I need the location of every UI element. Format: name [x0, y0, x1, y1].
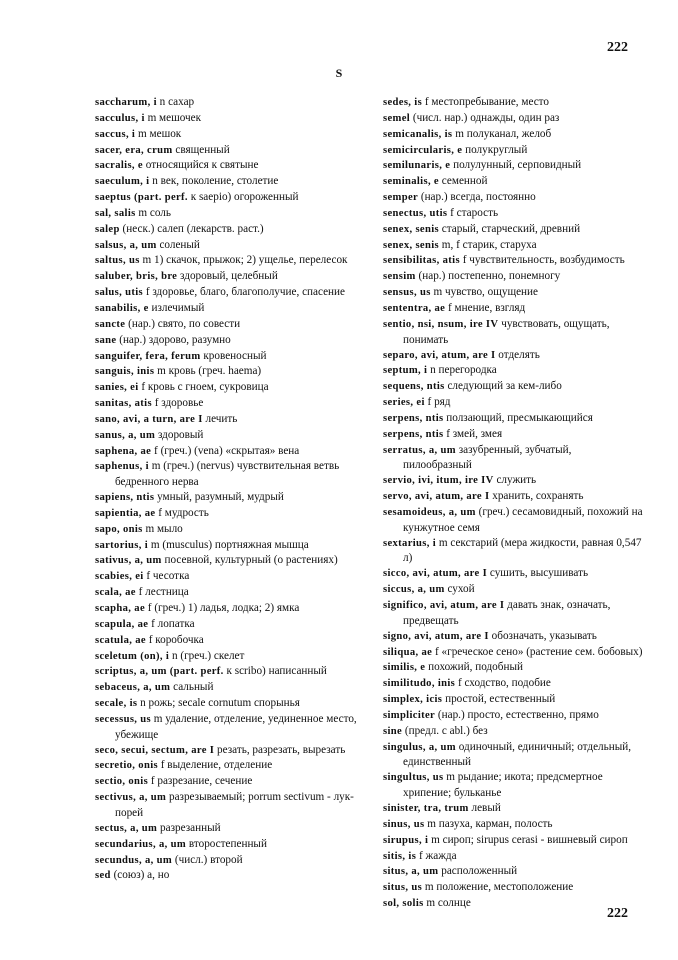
- definition: резать, разрезать, вырезать: [217, 743, 346, 756]
- definition: m рыдание; икота; предсмертное хрипение; бульканье: [403, 771, 603, 800]
- dictionary-entry: [95, 333, 360, 349]
- definition: f старость: [450, 206, 499, 219]
- headword: sirupus, i: [383, 834, 429, 846]
- dictionary-entry: [95, 821, 360, 837]
- definition: к saepio) огороженный: [190, 191, 299, 204]
- dictionary-entry: [95, 712, 360, 743]
- dictionary-entry: [383, 598, 643, 629]
- definition: чувствовать, ощущать, понимать: [403, 317, 610, 346]
- dictionary-entry: [95, 696, 360, 712]
- definition: f коробочка: [148, 633, 204, 646]
- definition: m удаление, отделение, уединенное место, убежище: [115, 712, 357, 741]
- dictionary-entry: [95, 412, 360, 428]
- headword: sententra, ae: [383, 302, 446, 314]
- dictionary-entry: [95, 490, 360, 506]
- headword: sativus, a, um: [95, 555, 162, 567]
- headword: similis, e: [383, 662, 426, 674]
- dictionary-entry: [383, 582, 643, 598]
- dictionary-entry: [95, 444, 360, 460]
- dictionary-entry: [383, 222, 643, 238]
- headword: sanguis, inis: [95, 366, 155, 378]
- definition: кровеносный: [203, 349, 267, 362]
- dictionary-entry: [383, 489, 643, 505]
- dictionary-entry: [95, 506, 360, 522]
- dictionary-entry: [383, 111, 643, 127]
- definition: умный, разумный, мудрый: [157, 491, 284, 504]
- dictionary-entry: [95, 428, 360, 444]
- headword: saccharum, i: [95, 97, 157, 108]
- dictionary-entry: [383, 348, 643, 364]
- dictionary-entry: [95, 222, 360, 238]
- headword: situs, us: [383, 882, 423, 894]
- headword: secundus, a, um: [95, 854, 173, 866]
- headword: sensus, us: [383, 287, 431, 299]
- definition: простой, естественный: [445, 693, 556, 706]
- dictionary-entry: [95, 269, 360, 285]
- headword: situs, a, um: [383, 866, 439, 878]
- headword: sectus, a, um: [95, 822, 158, 834]
- headword: sesamoideus, a, um: [383, 506, 476, 518]
- headword: sequens, ntis: [383, 381, 445, 393]
- definition: зазубренный, зубчатый, пилообразный: [403, 443, 572, 472]
- definition: m чувство, ощущение: [433, 286, 538, 299]
- definition: f выделение, отделение: [160, 759, 273, 772]
- definition: следующий за кем-либо: [447, 380, 562, 393]
- definition: m солнце: [426, 897, 471, 910]
- headword: signo, avi, atum, are I: [383, 630, 489, 642]
- dictionary-entry: [383, 301, 643, 317]
- definition: f лестница: [138, 586, 189, 599]
- definition: расположенный: [441, 865, 518, 878]
- definition: сальный: [173, 681, 214, 694]
- dictionary-entry: [383, 473, 643, 489]
- headword: salus, utis: [95, 287, 144, 299]
- definition: семенной: [441, 175, 488, 188]
- dictionary-entry: [383, 801, 643, 817]
- dictionary-entry: [383, 427, 643, 443]
- dictionary-entry: [95, 380, 360, 396]
- dictionary-entry: [383, 127, 643, 143]
- definition: лечить: [205, 412, 238, 425]
- definition: полукруглый: [465, 143, 528, 156]
- definition: f сходство, подобие: [457, 677, 551, 690]
- headword: sedes, is: [383, 97, 423, 108]
- definition: f жажда: [418, 849, 457, 862]
- definition: служить: [496, 474, 537, 487]
- definition: f «греческое сено» (растение сем. бобовых): [434, 645, 643, 658]
- headword: scabies, ei: [95, 571, 144, 583]
- dictionary-entry: [95, 206, 360, 222]
- section-letter: S: [335, 66, 343, 80]
- dictionary-entry: [95, 127, 360, 143]
- definition: сухой: [447, 583, 475, 596]
- dictionary-entry: [95, 853, 360, 869]
- dictionary-entry: [383, 896, 643, 912]
- headword: siliqua, ae: [383, 646, 433, 658]
- headword: semicircularis, e: [383, 144, 463, 156]
- dictionary-entry: [383, 724, 643, 740]
- definition: f чесотка: [146, 570, 190, 583]
- headword: secessus, us: [95, 713, 151, 725]
- dictionary-entry: [95, 868, 360, 884]
- dictionary-entry: [95, 585, 360, 601]
- dictionary-entry: [383, 95, 643, 111]
- headword: serpens, ntis: [383, 428, 444, 440]
- headword: singulus, a, um: [383, 741, 456, 753]
- dictionary-entry: [383, 174, 643, 190]
- dictionary-entry: [383, 536, 643, 567]
- definition: отделять: [498, 348, 540, 361]
- dictionary-entry: [95, 301, 360, 317]
- headword: sanus, a, um: [95, 429, 156, 441]
- dictionary-entry: [383, 285, 643, 301]
- definition: m секстарий (мера жидкости, равная 0,547 л): [403, 536, 642, 565]
- dictionary-entry: [95, 253, 360, 269]
- headword: senex, senis: [383, 239, 439, 251]
- definition: n перегородка: [430, 364, 497, 377]
- definition: f здоровье: [154, 397, 204, 410]
- headword: sed: [95, 870, 111, 882]
- definition: m, f старик, старуха: [441, 238, 537, 251]
- headword: sanies, ei: [95, 382, 139, 394]
- page-number-top: 222: [607, 40, 628, 55]
- dictionary-entry: [95, 190, 360, 206]
- definition: f (греч.) (vena) «скрытая» вена: [154, 444, 300, 457]
- headword: sano, avi, a turn, are I: [95, 413, 203, 425]
- headword: seminalis, e: [383, 176, 439, 188]
- headword: semel: [383, 112, 411, 124]
- definition: f кровь с гноем, сукровица: [141, 381, 269, 394]
- dictionary-entry: [383, 566, 643, 582]
- definition: f змей, змея: [446, 427, 503, 440]
- headword: serratus, a, um: [383, 444, 456, 456]
- headword: senex, senis: [383, 223, 439, 235]
- dictionary-entry: [95, 569, 360, 585]
- headword: scapha, ae: [95, 603, 145, 614]
- definition: священный: [175, 143, 230, 156]
- headword: sine: [383, 725, 403, 737]
- dictionary-entry: [95, 680, 360, 696]
- headword: servo, avi, atum, are I: [383, 491, 490, 503]
- definition: (нар.) постепенно, понемногу: [418, 270, 561, 283]
- dictionary-entry: [95, 649, 360, 665]
- dictionary-entry: [383, 880, 643, 896]
- definition: сушить, высушивать: [489, 567, 589, 580]
- headword: sensim: [383, 271, 416, 283]
- dictionary-entry: [383, 190, 643, 206]
- headword: septum, i: [383, 365, 428, 377]
- dictionary-entry: [383, 740, 643, 771]
- headword: salep: [95, 223, 120, 235]
- headword: sectivus, a, um: [95, 792, 167, 804]
- definition: (нар.) здорово, разумно: [119, 333, 231, 346]
- dictionary-entry: [95, 238, 360, 254]
- dictionary-entry: [383, 363, 643, 379]
- definition: одиночный, единичный; отдельный, единственный: [403, 740, 632, 769]
- definition: хранить, сохранять: [492, 490, 584, 503]
- dictionary-entry: [95, 617, 360, 633]
- definition: n (греч.) скелет: [171, 649, 245, 662]
- dictionary-entry: [383, 269, 643, 285]
- definition: (предл. с abl.) без: [404, 724, 488, 737]
- dictionary-entry: [95, 285, 360, 301]
- headword: semper: [383, 192, 419, 204]
- dictionary-entry: [383, 770, 643, 801]
- headword: sebaceus, a, um: [95, 682, 171, 694]
- headword: sartorius, i: [95, 539, 149, 551]
- headword: sitis, is: [383, 850, 417, 862]
- dictionary-entry: [95, 664, 360, 680]
- definition: к scribo) написанный: [226, 665, 327, 678]
- dictionary-entry: [383, 158, 643, 174]
- definition: m мешочек: [147, 111, 202, 124]
- headword: saccus, i: [95, 128, 136, 140]
- definition: m 1) скачок, прыжок; 2) ущелье, перелесок: [142, 254, 348, 267]
- dictionary-entry: [383, 629, 643, 645]
- headword: secale, is: [95, 698, 138, 710]
- dictionary-entry: [383, 206, 643, 222]
- definition: f лопатка: [151, 617, 195, 630]
- headword: significo, avi, atum, are I: [383, 600, 505, 611]
- headword: simpliciter: [383, 709, 436, 721]
- headword: scatula, ae: [95, 634, 146, 646]
- dictionary-entry: [383, 143, 643, 159]
- dictionary-entry: [95, 601, 360, 617]
- definition: m положение, местоположение: [424, 881, 574, 894]
- definition: посевной, культурный (о растениях): [164, 554, 338, 567]
- dictionary-column-right: [383, 95, 643, 912]
- dictionary-entry: [95, 633, 360, 649]
- dictionary-entry: [383, 660, 643, 676]
- definition: m полуканал, желоб: [455, 127, 552, 140]
- dictionary-entry: [383, 505, 643, 536]
- headword: sanitas, atis: [95, 398, 152, 410]
- definition: (числ. нар.) однажды, один раз: [412, 111, 560, 124]
- definition: m кровь (греч. haema): [157, 365, 262, 378]
- headword: sapiens, ntis: [95, 492, 155, 504]
- headword: sectio, onis: [95, 776, 149, 788]
- dictionary-entry: [95, 364, 360, 380]
- headword: simplex, icis: [383, 694, 443, 706]
- dictionary-entry: [95, 758, 360, 774]
- definition: m мешок: [138, 127, 182, 140]
- definition: левый: [471, 801, 501, 814]
- definition: полулунный, серповидный: [453, 159, 582, 172]
- definition: (нар.) просто, естественно, прямо: [437, 708, 599, 721]
- definition: f мнение, взгляд: [448, 301, 526, 314]
- headword: semilunaris, e: [383, 160, 451, 172]
- dictionary-entry: [95, 837, 360, 853]
- dictionary-entry: [383, 692, 643, 708]
- dictionary-entry: [95, 459, 360, 490]
- dictionary-entry: [95, 743, 360, 759]
- dictionary-entry: [95, 349, 360, 365]
- definition: (нар.) всегда, постоянно: [420, 191, 536, 204]
- headword: sanguifer, fera, ferum: [95, 350, 201, 362]
- definition: разрезанный: [160, 821, 221, 834]
- headword: sapo, onis: [95, 523, 143, 535]
- definition: f (греч.) 1) ладья, лодка; 2) ямка: [147, 602, 300, 614]
- definition: (нар.) свято, по совести: [128, 317, 241, 330]
- dictionary-entry: [95, 790, 360, 821]
- headword: sextarius, i: [383, 537, 437, 549]
- definition: m (musculus) портняжная мышца: [150, 538, 309, 551]
- definition: f разрезание, сечение: [150, 775, 253, 788]
- dictionary-entry: [95, 522, 360, 538]
- headword: seco, secui, sectum, are I: [95, 744, 215, 756]
- definition: похожий, подобный: [428, 661, 523, 674]
- headword: saluber, bris, bre: [95, 271, 178, 283]
- dictionary-column-left: [95, 95, 360, 884]
- headword: salsus, a, um: [95, 239, 157, 251]
- definition: ползающий, пресмыкающийся: [446, 411, 593, 424]
- dictionary-entry: [383, 645, 643, 661]
- headword: sancte: [95, 318, 126, 330]
- headword: secretio, onis: [95, 760, 158, 772]
- headword: scala, ae: [95, 587, 136, 599]
- dictionary-entry: [95, 174, 360, 190]
- headword: sensibilitas, atis: [383, 255, 460, 267]
- headword: similitudo, inis: [383, 678, 456, 690]
- dictionary-entry: [383, 708, 643, 724]
- headword: saphenus, i: [95, 461, 149, 473]
- definition: здоровый, целебный: [180, 270, 278, 283]
- headword: sacralis, e: [95, 160, 143, 172]
- definition: (греч.) сесамовидный, похожий на кунжутное семя: [403, 505, 643, 534]
- headword: scriptus, a, um (part. perf.: [95, 666, 224, 678]
- definition: относящийся к святыне: [145, 159, 259, 172]
- headword: sentio, nsi, nsum, ire IV: [383, 318, 499, 330]
- headword: separo, avi, atum, are I: [383, 349, 496, 361]
- headword: sacculus, i: [95, 112, 145, 124]
- definition: m сироп; sirupus cerasi - вишневый сироп: [431, 833, 628, 846]
- headword: scapula, ae: [95, 618, 149, 630]
- dictionary-entry: [383, 817, 643, 833]
- dictionary-entry: [95, 774, 360, 790]
- definition: обозначать, указывать: [491, 629, 597, 642]
- dictionary-entry: [383, 317, 643, 348]
- dictionary-entry: [383, 676, 643, 692]
- definition: второстепенный: [188, 837, 267, 850]
- page-number-bottom: 222: [607, 906, 628, 921]
- dictionary-entry: [95, 538, 360, 554]
- dictionary-entry: [383, 253, 643, 269]
- definition: n сахар: [159, 96, 195, 108]
- definition: f чувствительность, возбудимость: [462, 254, 625, 267]
- headword: saphena, ae: [95, 445, 152, 457]
- headword: sanabilis, e: [95, 302, 149, 314]
- dictionary-entry: [95, 158, 360, 174]
- dictionary-entry: [95, 111, 360, 127]
- definition: m соль: [138, 206, 171, 219]
- dictionary-entry: [95, 553, 360, 569]
- headword: saeptus (part. perf.: [95, 192, 188, 204]
- dictionary-entry: [383, 833, 643, 849]
- definition: соленый: [159, 238, 200, 251]
- definition: здоровый: [157, 428, 204, 441]
- dictionary-entry: [383, 395, 643, 411]
- definition: f местопребывание, место: [424, 96, 550, 108]
- headword: semicanalis, is: [383, 128, 453, 140]
- headword: saeculum, i: [95, 176, 150, 188]
- dictionary-entry: [383, 379, 643, 395]
- definition: m пазуха, карман, полость: [427, 817, 553, 830]
- headword: sapientia, ae: [95, 507, 156, 519]
- definition: m (греч.) (nervus) чувствительная ветвь бедренного нерва: [115, 460, 340, 489]
- dictionary-entry: [95, 396, 360, 412]
- definition: m мыло: [145, 522, 183, 535]
- dictionary-entry: [383, 864, 643, 880]
- headword: siccus, a, um: [383, 584, 445, 596]
- definition: давать знак, означать, предвещать: [403, 599, 611, 627]
- headword: sinus, us: [383, 818, 425, 830]
- definition: n век, поколение, столетие: [152, 175, 279, 188]
- dictionary-entry: [95, 143, 360, 159]
- definition: (числ.) второй: [174, 853, 243, 866]
- definition: излечимый: [151, 301, 205, 314]
- headword: sinister, tra, trum: [383, 802, 469, 814]
- headword: sane: [95, 334, 117, 346]
- headword: sicco, avi, atum, are I: [383, 568, 488, 580]
- headword: sal, salis: [95, 207, 136, 219]
- dictionary-entry: [95, 95, 360, 111]
- definition: разрезываемый; porrum sectivum - лук-порей: [115, 791, 354, 819]
- headword: saltus, us: [95, 255, 140, 267]
- definition: (союз) а, но: [113, 869, 170, 882]
- definition: (неск.) салеп (лекарств. раст.): [122, 222, 264, 235]
- definition: n рожь; secale cornutum спорынья: [140, 697, 300, 710]
- headword: singultus, us: [383, 772, 444, 784]
- headword: sceletum (on), i: [95, 650, 170, 662]
- headword: serpens, ntis: [383, 412, 444, 424]
- dictionary-entry: [383, 443, 643, 474]
- dictionary-entry: [95, 317, 360, 333]
- definition: f ряд: [427, 396, 451, 409]
- headword: series, ei: [383, 397, 425, 409]
- definition: f здоровье, благо, благополучие, спасение: [145, 286, 346, 299]
- definition: старый, старческий, древний: [441, 222, 581, 235]
- dictionary-entry: [383, 849, 643, 865]
- headword: sol, solis: [383, 898, 424, 910]
- definition: f мудрость: [158, 506, 209, 519]
- headword: sacer, era, crum: [95, 144, 173, 156]
- dictionary-entry: [383, 411, 643, 427]
- headword: secundarius, a, um: [95, 838, 187, 850]
- dictionary-entry: [383, 238, 643, 254]
- headword: servio, ivi, itum, ire IV: [383, 475, 494, 487]
- headword: senectus, utis: [383, 207, 448, 219]
